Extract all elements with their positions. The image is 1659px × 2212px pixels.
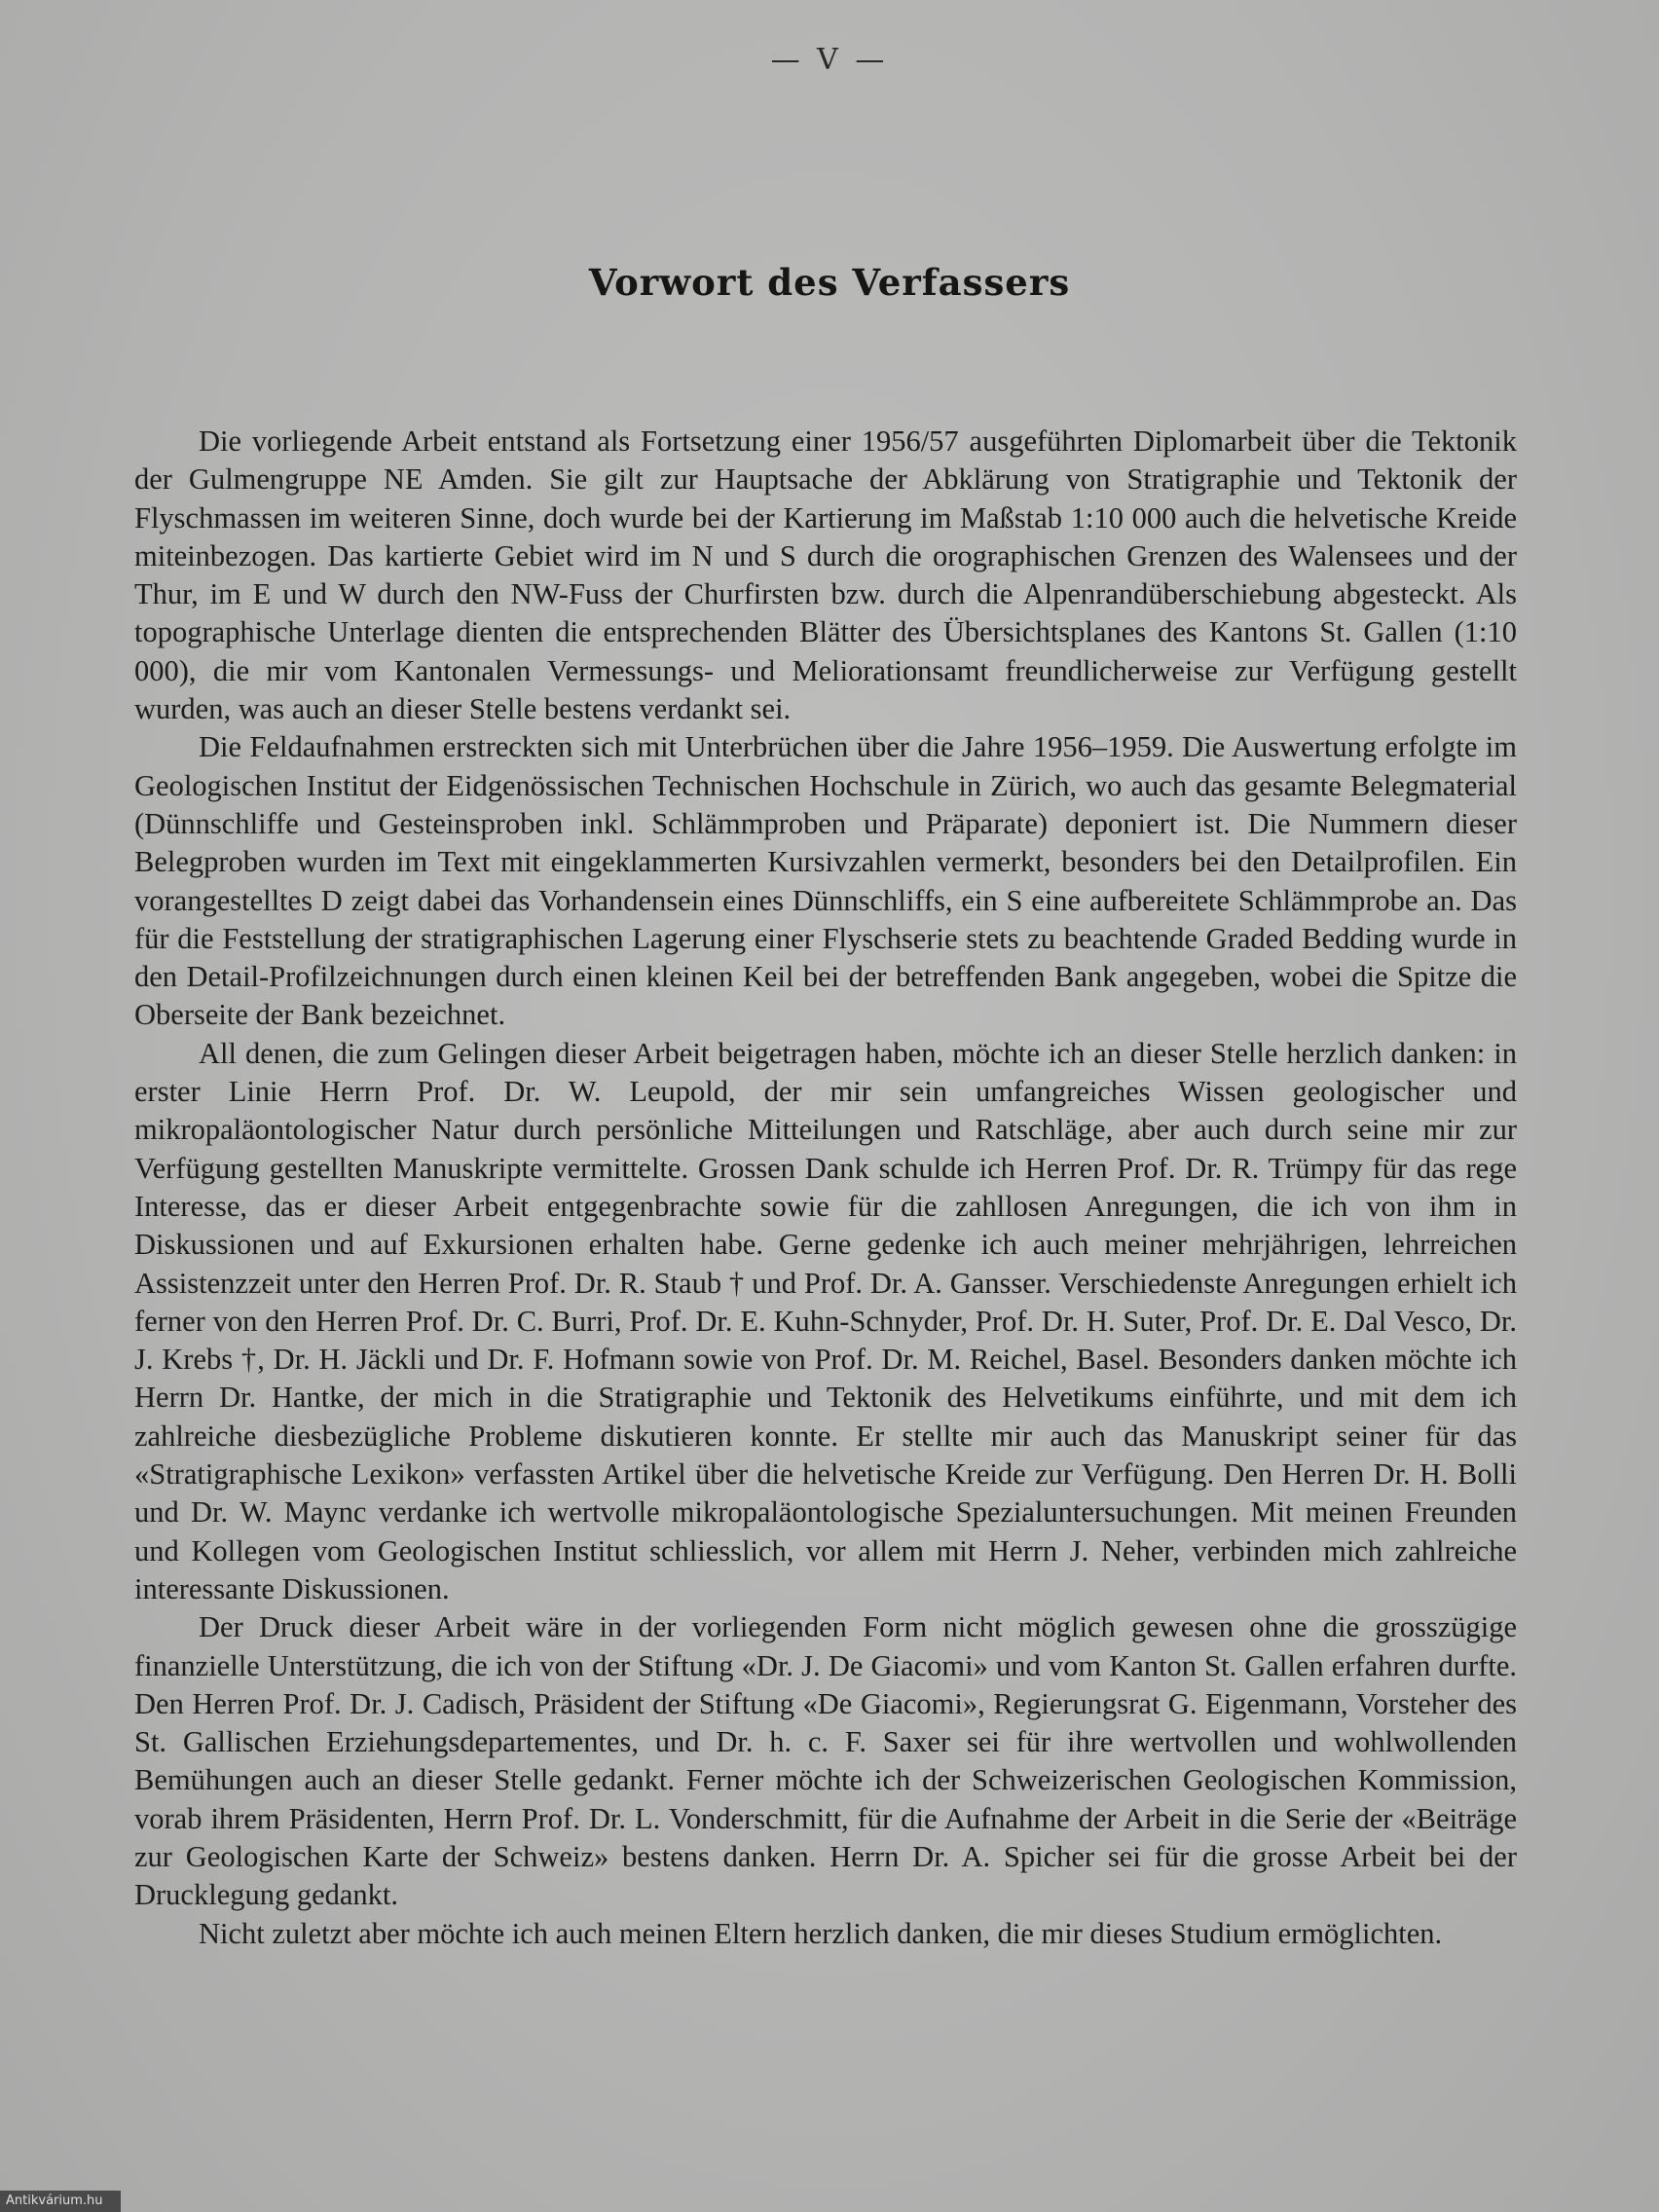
paragraph-acknowledgements: All denen, die zum Gelingen dieser Arbeit beigetragen haben, möchte ich an dieser Stelle herzlich danken: in erster Linie Herrn Prof. Dr. W. Leupold, der mir sein umfangreiches Wissen geologischer und mikropaläontologischer Natur durch persönliche Mitteilungen und Ratschläge, aber auch durch seine mir zur Verfügung gestellten Manuskripte vermittelte. Grossen Dank schulde ich Herren Prof. Dr. R. Trümpy für das rege Interesse, das er dieser Arbeit entgegenbrachte sowie für die zahllosen Anregungen, die ich von ihm in Diskussionen und auf Exkursionen erhalten habe. Gerne gedenke ich auch meiner mehrjährigen, lehrreichen Assistenzzeit unter den Herren Prof. Dr. R. Staub † und Prof. Dr. A. Gansser. Verschiedenste Anregungen erhielt ich ferner von den Herren Prof. Dr. C. Burri, Prof. Dr. E. Kuhn-Schnyder, Prof. Dr. H. Suter, Prof. Dr. E. Dal Vesco, Dr. J. Krebs †, Dr. H. Jäckli und Dr. F. Hofmann sowie von Prof. Dr. M. Reichel, Basel. Besonders danken möchte ich Herrn Dr. Hantke, der mich in die Stratigraphie und Tektonik des Helvetikums einführte, und mit dem ich zahlreiche diesbezügliche Probleme diskutieren konnte. Er stellte mir auch das Manuskript seiner für das «Stratigraphische Lexikon» verfassten Artikel über die helvetische Kreide zur Verfügung. Den Herren Dr. H. Bolli und Dr. W. Maync verdanke ich wertvolle mikropaläontologische Spezialuntersuchungen. Mit meinen Freunden und Kollegen vom Geologischen Institut schliesslich, vor allem mit Herrn J. Neher, verbinden mich zahlreiche interessante Diskussionen.	[134, 1036, 1517, 1605]
page-number: — V —	[770, 43, 889, 77]
paragraph-funding: Der Druck dieser Arbeit wäre in der vorliegenden Form nicht möglich gewesen ohne die grosszügige finanzielle Unterstützung, die ich von der Stiftung «Dr. J. De Giacomi» und vom Kanton St. Gallen erfahren durfte. Den Herren Prof. Dr. J. Cadisch, Präsident der Stiftung «De Giacomi», Regierungsrat G. Eigenmann, Vorsteher des St. Gallischen Erziehungsdepartementes, und Dr. h. c. F. Saxer sei für ihre wertvollen und wohlwollenden Bemühungen auch an dieser Stelle gedankt. Ferner möchte ich der Schweizerischen Geologischen Kommission, vorab ihrem Präsidenten, Herrn Prof. Dr. L. Vonderschmitt, für die Aufnahme der Arbeit in die Serie der «Beiträge zur Geologischen Karte der Schweiz» bestens danken. Herrn Dr. A. Spicher sei für die grosse Arbeit bei der Drucklegung gedankt.	[134, 1610, 1517, 1912]
preface-body	[134, 423, 1517, 1953]
page-title: Vorwort des Verfassers	[588, 261, 1071, 304]
paragraph-fieldwork: Die Feldaufnahmen erstreckten sich mit Unterbrüchen über die Jahre 1956–1959. Die Auswertung erfolgte im Geologischen Institut der Eidgenössischen Technischen Hochschule in Zürich, wo auch das gesamte Belegmaterial (Dünnschliffe und Gesteinsproben inkl. Schlämmproben und Präparate) deponiert ist. Die Nummern dieser Belegproben wurden im Text mit eingeklammerten Kursivzahlen vermerkt, besonders bei den Detailprofilen. Ein vorangestelltes D zeigt dabei das Vorhandensein eines Dünnschliffs, ein S eine aufbereitete Schlämmprobe an. Das für die Feststellung der stratigraphischen Lagerung einer Flyschserie stets zu beachtende Graded Bedding wurde in den Detail-Profilzeichnungen durch einen kleinen Keil bei der betreffenden Bank angegeben, wobei die Spitze die Oberseite der Bank bezeichnet.	[134, 730, 1517, 1032]
paragraph-parents: Nicht zuletzt aber möchte ich auch meinen Eltern herzlich danken, die mir dieses Studium ermöglichten.	[199, 1916, 1443, 1950]
watermark: Antikvárium.hu	[0, 2191, 121, 2212]
paragraph-intro: Die vorliegende Arbeit entstand als Fortsetzung einer 1956/57 ausgeführten Diplomarbeit über die Tektonik der Gulmengruppe NE Amden. Sie gilt zur Hauptsache der Abklärung von Stratigraphie und Tektonik der Flyschmassen im weiteren Sinne, doch wurde bei der Kartierung im Maßstab 1:10 000 auch die helvetische Kreide miteinbezogen. Das kartierte Gebiet wird im N und S durch die orographischen Grenzen des Walensees und der Thur, im E und W durch den NW-Fuss der Churfirsten bzw. durch die Alpenrandüberschiebung abgesteckt. Als topographische Unterlage dienten die entsprechenden Blätter des Übersichtsplanes des Kantons St. Gallen (1:10 000), die mir vom Kantonalen Vermessungs- und Meliorationsamt freundlicherweise zur Verfügung gestellt wurden, was auch an dieser Stelle bestens verdankt sei.	[134, 424, 1517, 726]
